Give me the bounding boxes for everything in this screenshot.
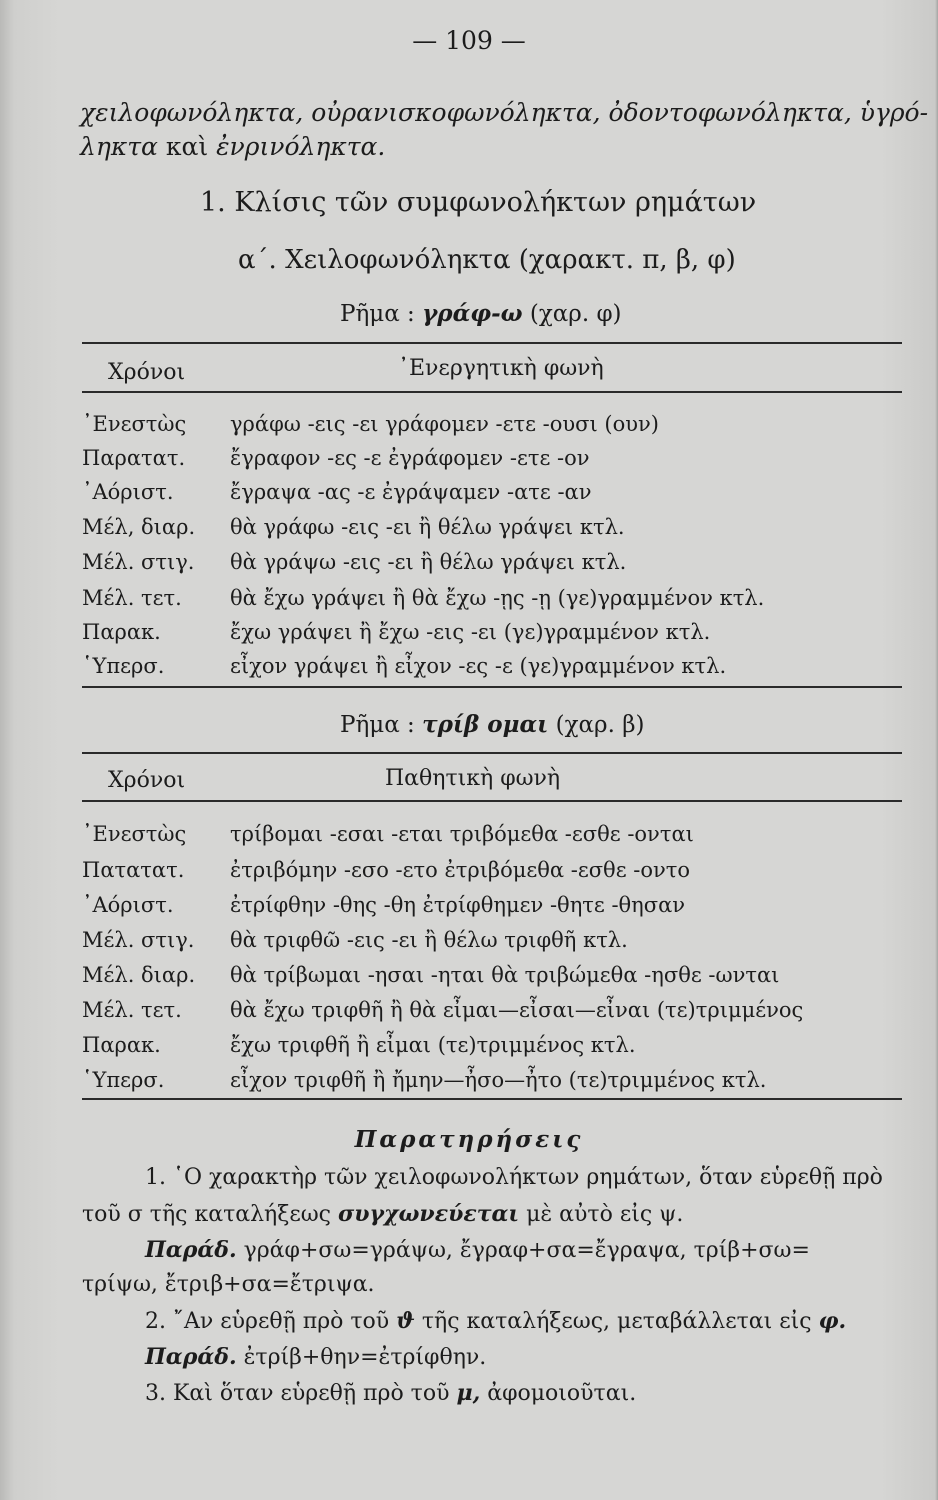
tense-label: Μέλ. διαρ. [82, 963, 196, 987]
verb2-heading [340, 711, 644, 738]
tense-label: ῾Υπερσ. [82, 1068, 165, 1092]
verb-forms: εἶχον γράψει ἢ εἶχον -ες -ε (γε)γραμμένον κτλ. [230, 654, 727, 678]
verb1-heading [340, 300, 622, 327]
note-2-theta: ϑ [396, 1308, 415, 1334]
tense-label: Παρακ. [82, 620, 161, 644]
verb-forms: θὰ τρίβωμαι -ησαι -ηται θὰ τριβώμεθα -ησθε -ωνται [230, 963, 780, 987]
verb1-col-voice: ᾿Ενεργητικὴ φωνὴ [398, 356, 604, 381]
note-2-phi: φ. [818, 1308, 847, 1334]
subsection-title: α΄. Χειλοφωνόληκτα (χαρακτ. π, β, φ) [238, 245, 736, 275]
example-1-text: γράφ+σω=γράψω, ἔγραφ+σα=ἔγραψα, τρίβ+σω= [236, 1238, 810, 1263]
observations-title: Παρατηρήσεις [354, 1126, 584, 1153]
note-3 [145, 1380, 636, 1406]
verb1-top-rule [82, 342, 902, 344]
example-2 [145, 1344, 486, 1370]
note-1-emphasis: συγχωνεύεται [338, 1201, 520, 1227]
verb-forms: θὰ τριφθῶ -εις -ει ἢ θέλω τριφθῆ κτλ. [230, 928, 628, 952]
verb1-col-tense: Χρόνοι [108, 360, 186, 385]
intro-line-1: χειλοφωνόληκτα, οὐρανισκοφωνόληκτα, ὀδοντοφωνόληκτα, ὑγρό- [80, 98, 929, 127]
tense-label: Μέλ. τετ. [82, 586, 182, 610]
example-2-text: ἐτρίβ+θην=ἐτρίφθην. [236, 1345, 487, 1370]
page-number: — 109 — [412, 26, 526, 55]
verb1-header-rule [82, 391, 902, 393]
verb2-suffix: (χαρ. β) [548, 712, 645, 738]
tense-label: ᾿Αόριστ. [82, 893, 174, 917]
verb2-top-rule [82, 752, 902, 754]
note-1-text: τοῦ σ τῆς καταλήξεως [82, 1202, 338, 1227]
tense-label: ῾Υπερσ. [82, 654, 165, 678]
tense-label: Μέλ. τετ. [82, 998, 182, 1022]
verb-forms: ἐτρίφθην -θης -θη ἐτρίφθημεν -θητε -θησαν [230, 893, 686, 917]
note-2-text: 2. ῎Αν εὑρεθῇ πρὸ τοῦ [145, 1309, 397, 1334]
verb2-col-tense: Χρόνοι [108, 768, 186, 793]
note-1-line-1: 1. ῾Ο χαρακτὴρ τῶν χειλοφωνολήκτων ρημάτων, ὅταν εὑρεθῇ πρὸ [145, 1165, 883, 1190]
example-1-line-1 [145, 1237, 810, 1263]
verb-forms: θὰ γράφω -εις -ει ἢ θέλω γράψει κτλ. [230, 515, 625, 539]
example-1-line-2: τρίψω, ἔτριβ+σα=ἔτριψα. [82, 1272, 375, 1297]
note-1-end: μὲ αὐτὸ εἰς ψ. [519, 1202, 684, 1227]
verb-forms: τρίβομαι -εσαι -εται τριβόμεθα -εσθε -ονται [230, 822, 694, 846]
verb-forms: εἶχον τριφθῆ ἢ ἤμην—ἦσο—ἦτο (τε)τριμμένος κτλ. [230, 1068, 767, 1092]
intro-word-2: ἐνρινόληκτα. [216, 132, 386, 161]
section-title: 1. Κλίσις τῶν συμφωνολήκτων ρημάτων [200, 187, 757, 218]
tense-label: ᾿Αόριστ. [82, 480, 174, 504]
tense-label: Παρατατ. [82, 446, 186, 470]
verb-forms: θὰ γράψω -εις -ει ἢ θέλω γράψει κτλ. [230, 550, 627, 574]
verb2-prefix: Ρῆμα : [340, 712, 423, 738]
verb-forms: θὰ ἔχω τριφθῆ ἢ θὰ εἶμαι—εἶσαι—εἶναι (τε)τριμμένος [230, 998, 804, 1022]
tense-label: Μέλ. στιγ. [82, 550, 195, 574]
note-2 [145, 1308, 846, 1334]
verb-forms: ἔγραψα -ας -ε ἐγράψαμεν -ατε -αν [230, 480, 592, 504]
verb2-verb: τρίβ ομαι [422, 711, 549, 738]
note-3-mu: μ, [456, 1380, 481, 1406]
note-2-text-b: τῆς καταλήξεως, μεταβάλλεται εἰς [414, 1309, 819, 1334]
verb2-col-voice: Παθητικὴ φωνὴ [385, 766, 561, 791]
verb-forms: ἔγραφον -ες -ε ἐγράφομεν -ετε -ον [230, 446, 590, 470]
tense-label: Μέλ, διαρ. [82, 515, 196, 539]
note-3-end: ἀφομοιοῦται. [480, 1381, 637, 1406]
verb2-bottom-rule [82, 1098, 902, 1100]
verb-forms: ἔχω τριφθῆ ἢ εἶμαι (τε)τριμμένος κτλ. [230, 1033, 636, 1057]
verb-forms: ἐτριβόμην -εσο -ετο ἐτριβόμεθα -εσθε -οντο [230, 858, 691, 882]
note-3-text: 3. Καὶ ὅταν εὑρεθῇ πρὸ τοῦ [145, 1381, 457, 1406]
verb1-verb: γράφ-ω [422, 300, 523, 327]
tense-label: Παρακ. [82, 1033, 161, 1057]
intro-conjunction: καὶ [157, 132, 217, 161]
verb1-suffix: (χαρ. φ) [522, 301, 622, 327]
verb1-bottom-rule [82, 686, 902, 688]
verb2-header-rule [82, 800, 902, 802]
note-1-line-2 [82, 1201, 683, 1227]
example-1-label: Παράδ. [145, 1237, 237, 1263]
intro-word-1: ληκτα [80, 132, 158, 161]
example-2-label: Παράδ. [145, 1344, 237, 1370]
tense-label: Πατατατ. [82, 858, 185, 882]
tense-label: ᾿Ενεστὼς [82, 822, 187, 846]
tense-label: Μέλ. στιγ. [82, 928, 195, 952]
verb-forms: γράφω -εις -ει γράφομεν -ετε -ουσι (ουν) [230, 412, 659, 436]
verb1-prefix: Ρῆμα : [340, 301, 423, 327]
verb-forms: ἔχω γράψει ἢ ἔχω -εις -ει (γε)γραμμένον κτλ. [230, 620, 711, 644]
tense-label: ᾿Ενεστὼς [82, 412, 187, 436]
verb-forms: θὰ ἔχω γράψει ἢ θὰ ἔχω -ῃς -ῃ (γε)γραμμένον κτλ. [230, 586, 765, 610]
intro-line-2 [80, 132, 385, 161]
